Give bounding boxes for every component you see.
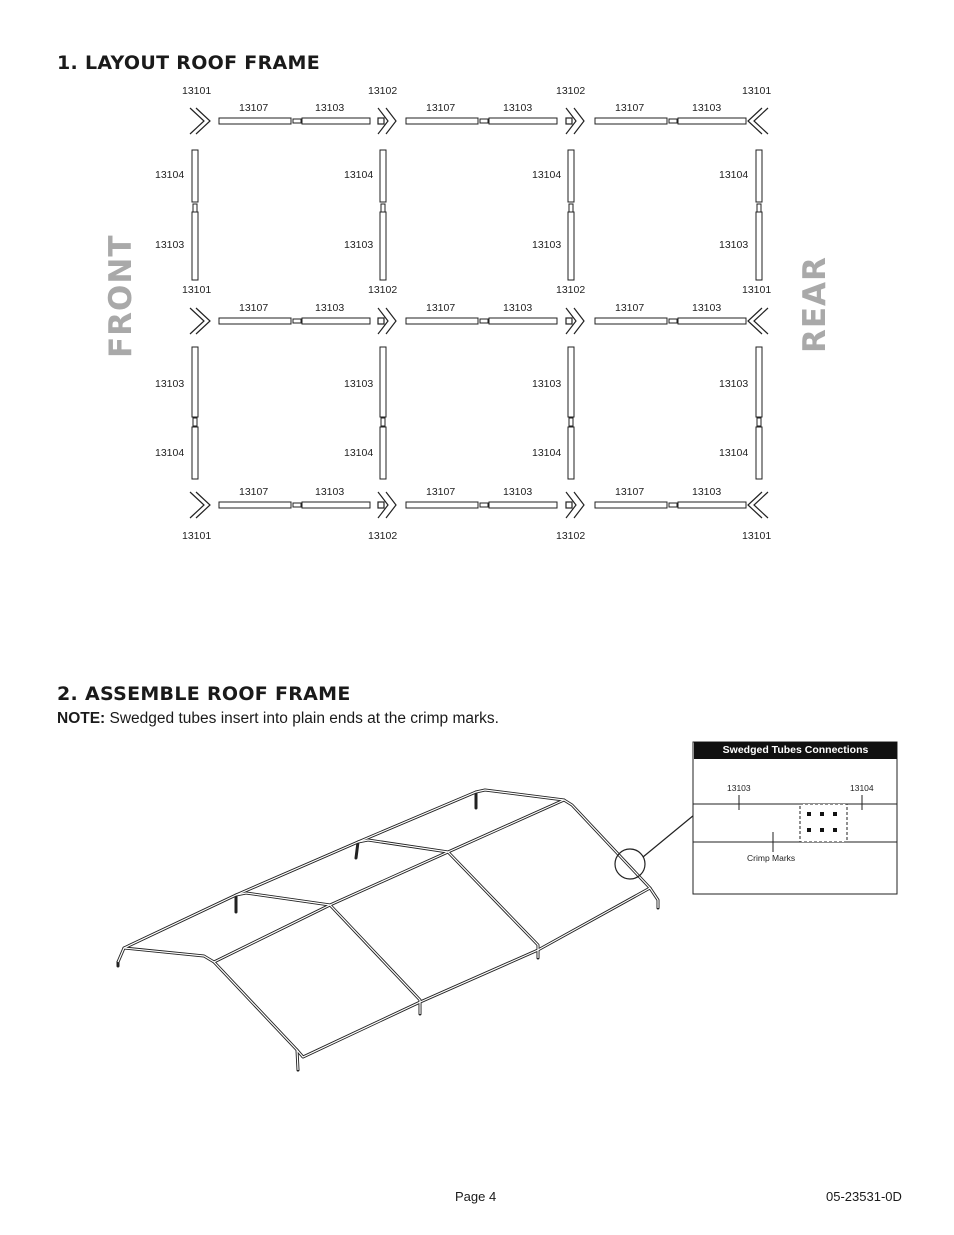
- connectors: [190, 108, 768, 518]
- row-1-tubes: [219, 118, 746, 124]
- part-label-13103: 13103: [155, 378, 185, 390]
- part-label-13103: 13103: [503, 302, 533, 314]
- row-3-tubes: [219, 502, 746, 508]
- part-label-13104: 13104: [532, 169, 562, 181]
- part-label-13103: 13103: [532, 239, 562, 251]
- part-label-13102: 13102: [368, 284, 398, 296]
- part-label-13107: 13107: [615, 486, 645, 498]
- part-label-13102: 13102: [556, 85, 586, 97]
- part-label-13103: 13103: [503, 102, 533, 114]
- part-label-13103: 13103: [719, 239, 749, 251]
- swedged-tubes-inset: [693, 742, 897, 894]
- step-1-heading: 1. LAYOUT ROOF FRAME: [57, 52, 321, 74]
- part-label-13107: 13107: [239, 302, 269, 314]
- part-label-13104: 13104: [344, 447, 374, 459]
- part-label-13103: 13103: [719, 378, 749, 390]
- note-label: NOTE:: [57, 710, 106, 727]
- page-number: Page 4: [455, 1189, 497, 1204]
- assembly-note: [57, 710, 499, 728]
- part-label-13103: 13103: [692, 486, 722, 498]
- part-label-13103: 13103: [315, 302, 345, 314]
- part-label-13103: 13103: [155, 239, 185, 251]
- lower-vertical-tubes: [192, 347, 762, 479]
- step-2-heading: 2. ASSEMBLE ROOF FRAME: [57, 683, 351, 705]
- part-label-13107: 13107: [426, 486, 456, 498]
- crimp-marks-label: Crimp Marks: [747, 853, 796, 863]
- part-label-13103: 13103: [344, 239, 374, 251]
- part-label-13101: 13101: [182, 530, 212, 542]
- part-label-13104: 13104: [155, 447, 185, 459]
- detail-callout-circle: [615, 849, 645, 879]
- inset-title: Swedged Tubes Connections: [694, 742, 897, 759]
- part-label-13102: 13102: [556, 530, 586, 542]
- part-label-13103: 13103: [692, 302, 722, 314]
- detail-callout-leader: [643, 815, 694, 857]
- upper-vertical-tubes: [192, 150, 762, 280]
- part-label-13104: 13104: [344, 169, 374, 181]
- part-label-13104: 13104: [532, 447, 562, 459]
- note-text: Swedged tubes insert into plain ends at the crimp marks.: [105, 710, 499, 727]
- inset-right-part-label: 13104: [850, 783, 874, 793]
- part-label-13104: 13104: [719, 447, 749, 459]
- part-label-13107: 13107: [615, 302, 645, 314]
- part-label-13107: 13107: [615, 102, 645, 114]
- part-label-13103: 13103: [692, 102, 722, 114]
- part-label-13101: 13101: [742, 530, 772, 542]
- part-label-13101: 13101: [742, 85, 772, 97]
- part-label-13103: 13103: [315, 486, 345, 498]
- part-label-13107: 13107: [239, 486, 269, 498]
- part-label-13101: 13101: [182, 284, 212, 296]
- row-2-tubes: [219, 318, 746, 324]
- part-label-13107: 13107: [426, 102, 456, 114]
- part-label-13103: 13103: [315, 102, 345, 114]
- part-label-13104: 13104: [155, 169, 185, 181]
- part-label-13104: 13104: [719, 169, 749, 181]
- part-label-13101: 13101: [742, 284, 772, 296]
- roof-frame-3d-drawing: [118, 790, 658, 1070]
- part-label-13103: 13103: [503, 486, 533, 498]
- part-label-13107: 13107: [239, 102, 269, 114]
- part-label-13102: 13102: [368, 85, 398, 97]
- part-label-13102: 13102: [556, 284, 586, 296]
- part-label-13103: 13103: [532, 378, 562, 390]
- rear-label: REAR: [797, 256, 833, 353]
- part-label-13102: 13102: [368, 530, 398, 542]
- inset-left-part-label: 13103: [727, 783, 751, 793]
- front-label: FRONT: [103, 234, 139, 358]
- part-label-13101: 13101: [182, 85, 212, 97]
- part-label-13103: 13103: [344, 378, 374, 390]
- document-number: 05-23531-0D: [826, 1189, 902, 1204]
- part-label-13107: 13107: [426, 302, 456, 314]
